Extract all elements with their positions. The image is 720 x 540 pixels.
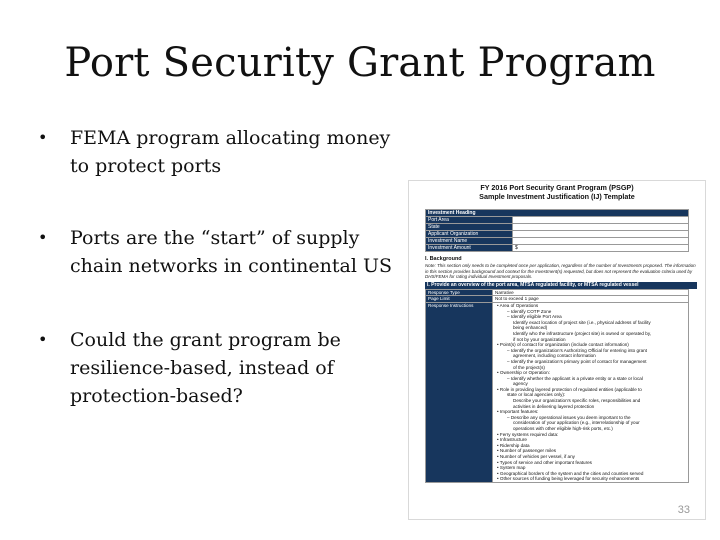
instruction-line: – Identify whether the applicant is a private entity or a state or local: [507, 375, 643, 381]
investment-value: $: [513, 245, 689, 252]
instruction-line: • System map: [497, 465, 526, 471]
bullet-item: • Could the grant program be resilience-based, instead of protection-based?: [38, 326, 408, 410]
instruction-line: • Role in providing layered protection of regulated entities (applicable to: [497, 386, 642, 392]
background-heading: I. Background: [425, 256, 462, 262]
investment-label: Investment Name: [426, 238, 513, 245]
instruction-line: • Number of passenger miles: [497, 448, 557, 454]
instruction-line: agency: [513, 381, 528, 387]
instruction-line: • Infrastructure: [497, 437, 527, 443]
investment-value: [513, 217, 689, 224]
bullet-list: [38, 124, 408, 410]
instruction-line: agreement, including contact information: [513, 353, 596, 359]
response-type-label: Response Type: [426, 289, 493, 296]
instruction-line: – Identify eligible Port Area: [507, 314, 562, 320]
investment-label: Port Area: [426, 217, 513, 224]
response-type-value: Narrative: [493, 289, 689, 296]
instruction-line: • Types of service and other important features: [497, 459, 592, 465]
investment-label: State: [426, 224, 513, 231]
investment-table: [425, 209, 689, 252]
instruction-line: if not by your organization: [513, 336, 566, 342]
bullet-item: • FEMA program allocating money to protect ports: [38, 124, 408, 180]
instruction-line: consideration of your application (e.g., interrelationship of your: [513, 420, 640, 426]
bullet-item: • Ports are the “start” of supply chain networks in continental US: [38, 224, 408, 280]
page-limit-value: Not to exceed 1 page: [493, 296, 689, 303]
page-number: 33: [677, 504, 690, 516]
slide-title: Port Security Grant Program: [64, 40, 656, 86]
doc-title: [409, 181, 705, 201]
page-limit-label: Page Limit: [426, 296, 493, 303]
instruction-line: state or local agencies only):: [507, 392, 566, 398]
instructions-list: [493, 302, 689, 482]
instruction-line: • Other sources of funding being leveraged for security enhancements: [497, 476, 640, 482]
background-note: Note: This section only needs to be completed once per application, regardless of the number of Investments proposed. The information in this section provides background and context for the Investment(s) requested, but does not represent the evaluation criteria used by DHS/FEMA for rating individual Investment proposals.: [425, 263, 696, 280]
instruction-line: operations with other eligible high-risk ports, etc.): [513, 426, 613, 432]
instruction-line: – Describe any operational issues you deem important to the: [507, 414, 631, 420]
instruction-line: Identify who the infrastructure (project site) is owned or operated by,: [513, 330, 652, 336]
instruction-line: • Number of vehicles per vessel, if any: [497, 454, 575, 459]
instruction-line: – Identify COTP Zone: [507, 308, 552, 314]
doc-title-line: Sample Investment Justification (IJ) Template: [479, 192, 635, 201]
investment-value: [513, 224, 689, 231]
investment-value: [513, 238, 689, 245]
instruction-line: – Identify the organization's Authorizing Official for entering into grant: [507, 347, 647, 353]
instruction-line: • Ridership data: [497, 442, 530, 448]
instruction-line: – Identify the organization's primary point of contact for management: [507, 358, 647, 364]
response-table: [425, 289, 689, 483]
investment-label: Investment Amount: [426, 245, 513, 252]
investment-heading: Investment Heading: [426, 210, 689, 217]
investment-label: Applicant Organization: [426, 231, 513, 238]
instruction-line: activities in delivering layered protection: [513, 403, 595, 409]
instruction-line: • Ferry systems required data:: [497, 431, 559, 437]
instruction-line: • Area of Operations: [497, 302, 539, 308]
instruction-line: being enhanced): [513, 325, 548, 331]
instruction-line: • Point(s) of contact for organization (include contact information): [497, 342, 629, 348]
instruction-line: • Ownership or Operation:: [497, 370, 550, 376]
instructions-label: Response Instructions: [426, 302, 493, 482]
instruction-line: Describe your organization's specific roles, responsibilities and: [513, 398, 641, 404]
investment-value: [513, 231, 689, 238]
overview-bar: I. Provide an overview of the port area, MTSA regulated facility, or MTSA regulated vessel: [425, 282, 697, 289]
instruction-line: Identify exact location of project site (i.e., physical address of facility: [513, 319, 651, 325]
instruction-line: • Geographical borders of the system and the cities and counties served: [497, 470, 644, 476]
ij-template-image: [408, 180, 706, 520]
doc-title-line: FY 2016 Port Security Grant Program (PSGP): [480, 183, 634, 192]
instruction-line: of the project(s): [513, 364, 545, 370]
instruction-line: • Important features:: [497, 409, 539, 415]
